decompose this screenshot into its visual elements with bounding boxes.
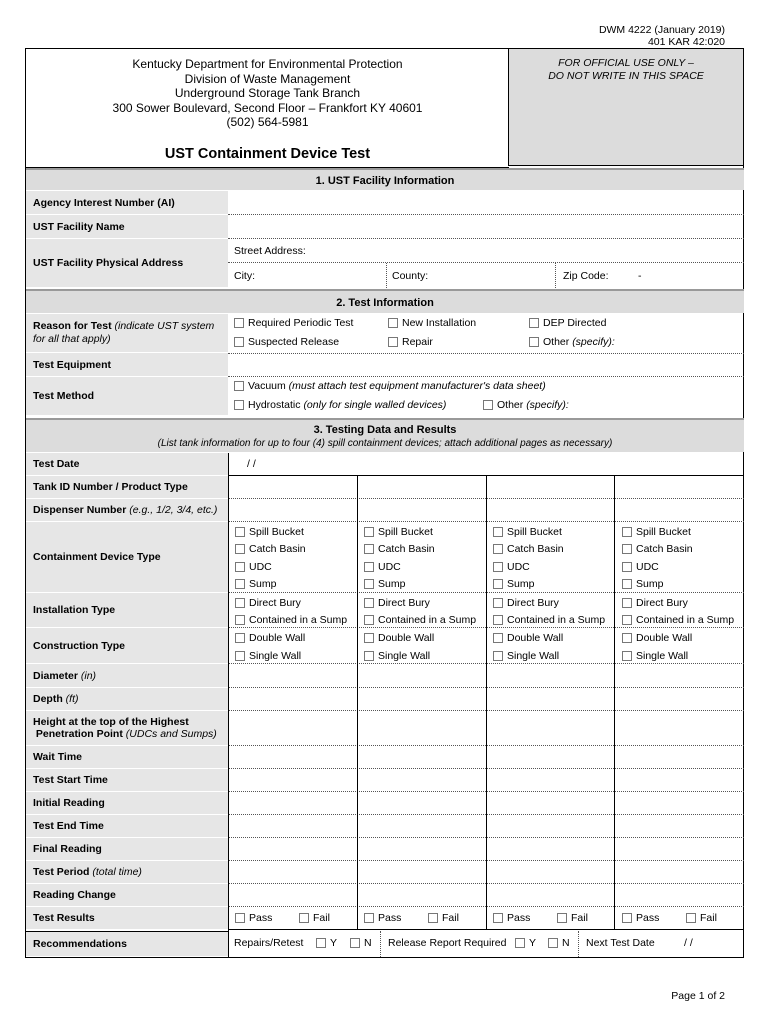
release-yes[interactable] (515, 937, 536, 949)
reason-other-specify: (specify): (572, 336, 615, 348)
checkbox-icon[interactable] (388, 318, 398, 328)
checkbox-icon[interactable] (493, 544, 503, 554)
col4-sump[interactable] (622, 578, 663, 590)
page-number: Page 1 of 2 (671, 990, 725, 1002)
checkbox-icon[interactable] (235, 598, 245, 608)
col4-contained-in-sump[interactable] (622, 614, 734, 626)
reason-new-install[interactable] (388, 317, 476, 329)
option-label: Catch Basin (378, 543, 435, 555)
option-label: Double Wall (507, 632, 564, 644)
equipment-label: Test Equipment (26, 353, 228, 377)
reason-label-text: Reason for Test (33, 320, 112, 332)
checkbox-icon[interactable] (622, 562, 632, 572)
option-label: Direct Bury (636, 597, 688, 609)
official-use-box (508, 48, 744, 166)
height-label-line2: Penetration Point (35, 728, 123, 740)
hydrostatic-label: Hydrostatic (248, 399, 301, 411)
release-no-label: N (562, 937, 570, 949)
option-label: Single Wall (636, 650, 689, 662)
option-label: Spill Bucket (507, 526, 562, 538)
reason-suspected-label: Suspected Release (248, 336, 340, 348)
checkbox-icon[interactable] (622, 544, 632, 554)
checkbox-icon[interactable] (364, 527, 374, 537)
checkbox-icon[interactable] (529, 318, 539, 328)
section1-heading: 1. UST Facility Information (26, 168, 744, 190)
diameter-unit: (in) (80, 669, 97, 682)
checkbox-icon[interactable] (548, 938, 558, 948)
option-label: Spill Bucket (636, 526, 691, 538)
facility-name-label: UST Facility Name (26, 215, 228, 239)
regulation-ref: 401 KAR 42:020 (647, 36, 725, 48)
col3-catch-basin[interactable] (493, 543, 564, 555)
checkbox-icon[interactable] (388, 337, 398, 347)
checkbox-icon[interactable] (493, 579, 503, 589)
col1-catch-basin[interactable] (235, 543, 306, 555)
checkbox-icon[interactable] (622, 598, 632, 608)
col4-spill-bucket[interactable] (622, 526, 691, 538)
checkbox-icon[interactable] (299, 913, 309, 923)
height-note: (UDCs and Sumps) (125, 728, 217, 740)
option-label: UDC (249, 561, 272, 573)
col3-direct-bury[interactable] (493, 597, 559, 609)
option-label: Contained in a Sump (378, 614, 477, 626)
form-id: DWM 4222 (January 2019) (598, 24, 725, 36)
fail-label: Fail (442, 912, 459, 924)
reason-note: (indicate UST system for all that apply) (33, 320, 215, 345)
depth-label-text: Depth (33, 693, 63, 705)
form-id-block (599, 24, 725, 48)
checkbox-icon[interactable] (364, 615, 374, 625)
col1-sump[interactable] (235, 578, 276, 590)
col4-udc[interactable] (622, 561, 659, 573)
col1-direct-bury[interactable] (235, 597, 301, 609)
checkbox-icon[interactable] (515, 938, 525, 948)
col3-sump[interactable] (493, 578, 534, 590)
col2-direct-bury[interactable] (364, 597, 430, 609)
city-label: City: (234, 270, 255, 282)
reason-other[interactable] (529, 336, 615, 348)
facility-address-label: UST Facility Physical Address (26, 239, 228, 288)
pass-label: Pass (636, 912, 660, 924)
test-period-text: Test Period (33, 866, 90, 878)
col4-single-wall[interactable] (622, 650, 688, 662)
option-label: Single Wall (249, 650, 302, 662)
construction-label: Construction Type (26, 628, 228, 664)
checkbox-icon[interactable] (235, 579, 245, 589)
option-label: UDC (378, 561, 401, 573)
col4-pass[interactable] (622, 912, 659, 924)
final-reading-label: Final Reading (26, 838, 228, 861)
test-period-label (26, 861, 228, 884)
city-county-zip-row (228, 263, 744, 287)
checkbox-icon[interactable] (493, 913, 503, 923)
checkbox-icon[interactable] (493, 527, 503, 537)
official-line1: FOR OFFICIAL USE ONLY – (558, 57, 694, 69)
col2-udc[interactable] (364, 561, 401, 573)
col3-spill-bucket[interactable] (493, 526, 562, 538)
checkbox-icon[interactable] (235, 651, 245, 661)
col2-sump[interactable] (364, 578, 405, 590)
col1-double-wall[interactable] (235, 632, 305, 644)
checkbox-icon[interactable] (364, 598, 374, 608)
col4-direct-bury[interactable] (622, 597, 688, 609)
end-time-label: Test End Time (26, 815, 228, 838)
col4-catch-basin[interactable] (622, 543, 693, 555)
checkbox-icon[interactable] (235, 562, 245, 572)
reason-periodic[interactable] (234, 317, 353, 329)
checkbox-icon[interactable] (350, 938, 360, 948)
checkbox-icon[interactable] (316, 938, 326, 948)
method-label: Test Method (26, 377, 228, 416)
device-type-label: Containment Device Type (26, 522, 228, 593)
fail-label: Fail (571, 912, 588, 924)
county-label: County: (392, 270, 429, 282)
depth-label (26, 688, 228, 711)
col2-pass[interactable] (364, 912, 401, 924)
agency-header (25, 48, 509, 168)
pass-label: Pass (378, 912, 402, 924)
city-divider (386, 263, 387, 288)
release-no[interactable] (548, 937, 570, 949)
checkbox-icon[interactable] (234, 337, 244, 347)
checkbox-icon[interactable] (493, 598, 503, 608)
start-time-label: Test Start Time (26, 769, 228, 792)
reason-new-label: New Installation (402, 317, 477, 329)
facility-name-field[interactable] (228, 215, 744, 239)
method-other[interactable] (483, 399, 569, 411)
agency-phone: (502) 564-5981 (226, 115, 309, 129)
checkbox-icon[interactable] (622, 633, 632, 643)
option-label: Catch Basin (636, 543, 693, 555)
release-report-label: Release Report Required (388, 937, 507, 949)
pass-label: Pass (249, 912, 273, 924)
repairs-no-label: N (364, 937, 372, 949)
col3-contained-in-sump[interactable] (493, 614, 605, 626)
agency-line2: Division of Waste Management (184, 71, 351, 86)
repairs-no[interactable] (350, 937, 372, 949)
checkbox-icon[interactable] (234, 318, 244, 328)
checkbox-icon[interactable] (364, 651, 374, 661)
section2-heading: 2. Test Information (26, 289, 744, 313)
dispenser-label (26, 499, 228, 522)
diameter-label-text: Diameter (33, 669, 78, 682)
fail-label: Fail (700, 912, 717, 924)
grid-col-divider-3 (614, 476, 615, 930)
option-label: Contained in a Sump (636, 614, 735, 626)
method-hydrostatic[interactable] (234, 399, 446, 411)
ai-field[interactable] (228, 191, 744, 215)
depth-unit: (ft) (65, 693, 79, 705)
recommendations-label: Recommendations (26, 931, 228, 957)
test-results-label: Test Results (26, 907, 228, 930)
col2-spill-bucket[interactable] (364, 526, 433, 538)
repairs-yes-label: Y (330, 937, 338, 949)
county-divider (555, 263, 556, 288)
initial-reading-label: Initial Reading (26, 792, 228, 815)
option-label: Sump (249, 578, 277, 590)
option-label: Direct Bury (378, 597, 430, 609)
tank-id-label: Tank ID Number / Product Type (26, 476, 228, 499)
reason-periodic-label: Required Periodic Test (248, 317, 354, 329)
col1-single-wall[interactable] (235, 650, 301, 662)
col1-udc[interactable] (235, 561, 272, 573)
col1-fail[interactable] (299, 912, 330, 924)
diameter-label (26, 664, 228, 688)
wait-time-label: Wait Time (26, 746, 228, 769)
col4-fail[interactable] (686, 912, 717, 924)
reason-dep[interactable] (529, 317, 606, 329)
option-label: Contained in a Sump (249, 614, 348, 626)
option-label: UDC (507, 561, 530, 573)
option-label: Direct Bury (507, 597, 559, 609)
section3-title: 3. Testing Data and Results (313, 424, 457, 436)
reason-suspected[interactable] (234, 336, 339, 348)
option-label: Single Wall (378, 650, 431, 662)
col2-contained-in-sump[interactable] (364, 614, 476, 626)
col3-single-wall[interactable] (493, 650, 559, 662)
height-label-line1: Height at the top of the Highest (33, 716, 189, 728)
checkbox-icon[interactable] (364, 579, 374, 589)
vacuum-note: (must attach test equipment manufacturer's data sheet) (288, 380, 546, 392)
grid-col-divider-1 (357, 476, 358, 930)
checkbox-icon[interactable] (483, 400, 493, 410)
dispenser-label-text: Dispenser Number (33, 504, 127, 516)
option-label: Spill Bucket (249, 526, 304, 538)
checkbox-icon[interactable] (234, 400, 244, 410)
option-label: Catch Basin (249, 543, 306, 555)
checkbox-icon[interactable] (493, 633, 503, 643)
checkbox-icon[interactable] (622, 579, 632, 589)
checkbox-icon[interactable] (364, 913, 374, 923)
option-label: Sump (378, 578, 406, 590)
checkbox-icon[interactable] (493, 651, 503, 661)
fail-label: Fail (313, 912, 330, 924)
checkbox-icon[interactable] (622, 615, 632, 625)
reason-label (26, 314, 228, 353)
checkbox-icon[interactable] (235, 527, 245, 537)
repairs-yes[interactable] (316, 937, 337, 949)
agency-line3: Underground Storage Tank Branch (174, 86, 361, 100)
section3-heading (26, 418, 744, 452)
col1-spill-bucket[interactable] (235, 526, 304, 538)
checkbox-icon[interactable] (364, 544, 374, 554)
checkbox-icon[interactable] (235, 913, 245, 923)
test-date-slashes: / / (247, 458, 256, 470)
equipment-field[interactable] (228, 353, 744, 377)
zip-dash: - (638, 270, 642, 282)
zip-label: Zip Code: (563, 270, 609, 282)
checkbox-icon[interactable] (235, 615, 245, 625)
checkbox-icon[interactable] (235, 633, 245, 643)
test-date-label: Test Date (26, 453, 228, 476)
checkbox-icon[interactable] (557, 913, 567, 923)
ai-label: Agency Interest Number (AI) (26, 191, 228, 215)
option-label: Single Wall (507, 650, 560, 662)
checkbox-icon[interactable] (428, 913, 438, 923)
option-label: Double Wall (378, 632, 435, 644)
checkbox-icon[interactable] (493, 562, 503, 572)
install-type-label: Installation Type (26, 593, 228, 628)
checkbox-icon[interactable] (235, 544, 245, 554)
option-label: Spill Bucket (378, 526, 433, 538)
method-other-note: (specify): (526, 399, 569, 411)
grid-left-border (228, 453, 229, 957)
hydro-note: (only for single walled devices) (303, 399, 447, 411)
col2-double-wall[interactable] (364, 632, 434, 644)
repairs-retest-label: Repairs/Retest (234, 937, 304, 949)
option-label: Double Wall (636, 632, 693, 644)
option-label: Catch Basin (507, 543, 564, 555)
option-label: Sump (636, 578, 664, 590)
col3-udc[interactable] (493, 561, 530, 573)
reason-repair[interactable] (388, 336, 433, 348)
height-label (26, 711, 228, 746)
vacuum-label: Vacuum (248, 380, 286, 392)
option-label: Double Wall (249, 632, 306, 644)
agency-line1: Kentucky Department for Environmental Protection (132, 57, 403, 71)
reason-other-label: Other (543, 336, 570, 348)
section3-subheading: (List tank information for up to four (4) spill containment devices; attach additional pages as necessary) (157, 438, 613, 449)
dispenser-note: (e.g., 1/2, 3/4, etc.) (129, 504, 218, 516)
official-line2: DO NOT WRITE IN THIS SPACE (548, 70, 704, 82)
col3-fail[interactable] (557, 912, 588, 924)
checkbox-icon[interactable] (364, 562, 374, 572)
col3-double-wall[interactable] (493, 632, 563, 644)
option-label: Contained in a Sump (507, 614, 606, 626)
checkbox-icon[interactable] (686, 913, 696, 923)
col2-fail[interactable] (428, 912, 459, 924)
next-test-label: Next Test Date (586, 937, 655, 949)
pass-label: Pass (507, 912, 531, 924)
page-title: UST Containment Device Test (164, 145, 371, 162)
next-test-date: / / (684, 937, 693, 949)
checkbox-icon[interactable] (622, 527, 632, 537)
col2-catch-basin[interactable] (364, 543, 435, 555)
method-vacuum[interactable] (234, 380, 546, 392)
rec-divider-2 (578, 931, 579, 957)
agency-address (26, 57, 509, 130)
rec-divider-1 (380, 931, 381, 957)
checkbox-icon[interactable] (364, 633, 374, 643)
option-label: Direct Bury (249, 597, 301, 609)
checkbox-icon[interactable] (622, 651, 632, 661)
reason-repair-label: Repair (402, 336, 433, 348)
checkbox-icon[interactable] (622, 913, 632, 923)
option-label: UDC (636, 561, 659, 573)
col4-double-wall[interactable] (622, 632, 692, 644)
street-address-label: Street Address: (234, 245, 306, 257)
reason-dep-label: DEP Directed (543, 317, 607, 329)
release-yes-label: Y (529, 937, 537, 949)
grid-col-divider-2 (486, 476, 487, 930)
checkbox-icon[interactable] (493, 615, 503, 625)
checkbox-icon[interactable] (529, 337, 539, 347)
method-other-label: Other (497, 399, 524, 411)
test-date-field[interactable] (228, 453, 744, 476)
col1-pass[interactable] (235, 912, 272, 924)
test-period-note: (total time) (92, 866, 142, 878)
col2-single-wall[interactable] (364, 650, 430, 662)
col3-pass[interactable] (493, 912, 530, 924)
col1-contained-in-sump[interactable] (235, 614, 347, 626)
option-label: Sump (507, 578, 535, 590)
checkbox-icon[interactable] (234, 381, 244, 391)
reading-change-label: Reading Change (26, 884, 228, 907)
agency-line4: 300 Sower Boulevard, Second Floor – Frankfort KY 40601 (112, 100, 423, 115)
